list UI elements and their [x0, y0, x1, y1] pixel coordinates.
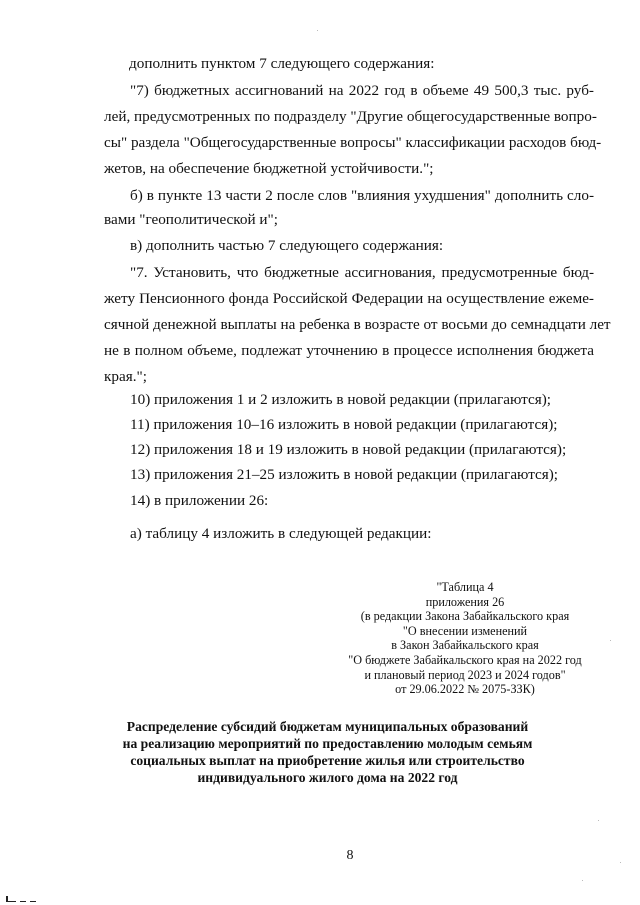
text-line: не в полном объеме, подлежат уточнению в процессе исполнения бюджета [104, 342, 594, 359]
text-line: б) в пункте 13 части 2 после слов "влияния ухудшения" дополнить сло- [130, 187, 594, 204]
text-line: а) таблицу 4 изложить в следующей редакции: [130, 525, 432, 542]
stamp-line: и плановый период 2023 и 2024 годов" [364, 667, 566, 682]
text-line: края."; [104, 368, 147, 385]
text-line: сячной денежной выплаты на ребенка в возрасте от восьми до семнадцати лет [104, 316, 611, 333]
stamp-line: "О внесении изменений [402, 623, 528, 638]
stamp-line: в Закон Забайкальского края [391, 638, 539, 653]
stamp-line: от 29.06.2022 № 2075-ЗЗК) [395, 682, 535, 697]
stamp-line: "О бюджете Забайкальского края на 2022 год [348, 652, 582, 667]
list-item: 13) приложения 21–25 изложить в новой редакции (прилагаются); [130, 466, 559, 483]
text-line: вами "геополитической и"; [104, 211, 278, 228]
page-number: 8 [346, 848, 354, 863]
list-item: 10) приложения 1 и 2 изложить в новой редакции (прилагаются); [130, 391, 551, 408]
heading-line: социальных выплат на приобретение жилья или строительство [130, 753, 525, 768]
text-line: в) дополнить частью 7 следующего содержания: [130, 237, 444, 254]
scan-speck [620, 862, 621, 863]
table-reference-stamp [300, 580, 630, 697]
heading-line: индивидуального жилого дома на 2022 год [197, 770, 458, 785]
text-line: лей, предусмотренных по подразделу "Другие общегосударственные вопро- [104, 108, 597, 125]
stamp-line: (в редакции Закона Забайкальского края [360, 609, 570, 624]
list-item: 11) приложения 10–16 изложить в новой редакции (прилагаются); [130, 416, 558, 433]
text-line: сы" раздела "Общегосударственные вопросы" классификации расходов бюд- [104, 134, 602, 151]
scan-speck [582, 880, 583, 881]
stamp-line: "Таблица 4 [436, 580, 494, 594]
text-line: "7. Установить, что бюджетные ассигнования, предусмотренные бюд- [130, 264, 594, 281]
scan-speck [317, 30, 318, 31]
scan-corner-mark [6, 896, 40, 902]
table-heading [80, 718, 575, 786]
text-line: "7) бюджетных ассигнований на 2022 год в объеме 49 500,3 тыс. руб- [130, 82, 594, 99]
scan-speck [610, 640, 611, 641]
stamp-line: приложения 26 [425, 594, 505, 609]
text-line: жетов, на обеспечение бюджетной устойчивости."; [104, 160, 434, 177]
heading-line: на реализацию мероприятий по предоставлению молодым семьям [122, 736, 533, 751]
scan-speck [598, 820, 599, 821]
text-line: дополнить пунктом 7 следующего содержания: [129, 55, 435, 72]
heading-line: Распределение субсидий бюджетам муниципальных образований [126, 719, 529, 734]
list-item: 12) приложения 18 и 19 изложить в новой редакции (прилагаются); [130, 441, 567, 458]
list-item: 14) в приложении 26: [130, 492, 269, 509]
text-line: жету Пенсионного фонда Российской Федерации на осуществление ежеме- [104, 290, 594, 307]
